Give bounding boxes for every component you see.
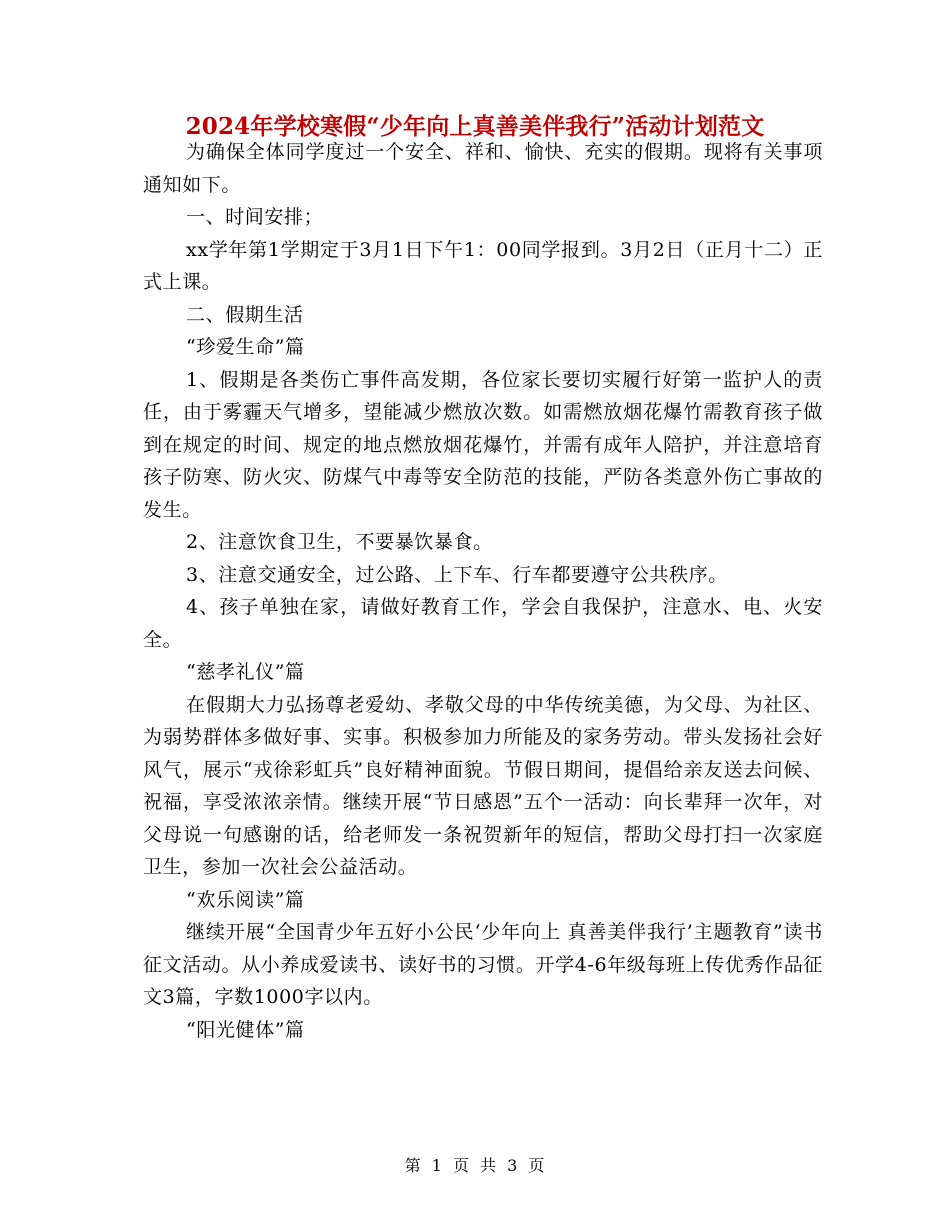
paragraph-safety-1: 1、假期是各类伤亡事件高发期，各位家长要切实履行好第一监护人的责任，由于雾霾天气增多，望能减少燃放次数。如需燃放烟花爆竹需教育孩子做到在规定的时间、规定的地点燃放烟花爆竹，并需有成年人陪护，并注意培育孩子防寒、防火灾、防煤气中毒等安全防范的技能，严防各类意外伤亡事故的发生。 — [143, 368, 823, 521]
paragraph-safety-3: 3、注意交通安全，过公路、上下车、行车都要遵守公共秩序。 — [186, 563, 728, 586]
section-title-cherish-life: “珍爱生命”篇 — [186, 336, 305, 358]
paragraph-happy-reading: 继续开展“全国青少年五好小公民‘少年向上 真善美伴我行’主题教育”读书征文活动。从小养成爱读书、读好书的习惯。开学4-6年级每班上传优秀作品征文3篇，字数1000字以内。 — [143, 921, 823, 1008]
document-title: 2024年学校寒假“少年向上真善美伴我行”活动计划范文 — [185, 113, 765, 140]
paragraph-schedule: xx学年第1学期定于3月1日下午1：00同学报到。3月2日（正月十二）正式上课。 — [143, 238, 823, 293]
paragraph-intro: 为确保全体同学度过一个安全、祥和、愉快、充实的假期。现将有关事项通知如下。 — [143, 141, 823, 196]
section-title-happy-reading: “欢乐阅读”篇 — [186, 888, 305, 911]
paragraph-filial-etiquette: 在假期大力弘扬尊老爱幼、孝敬父母的中华传统美德，为父母、为社区、为弱势群体多做好事、实事。积极参加力所能及的家务劳动。带头发扬社会好风气，展示“戎徐彩虹兵”良好精神面貌。节假日期间，提倡给亲友送去问候、祝福，享受浓浓亲情。继续开展“节日感恩”五个一活动：向长辈拜一次年，对父母说一句感谢的话，给老师发一条祝贺新年的短信，帮助父母打扫一次家庭卫生，参加一次社会公益活动。 — [143, 693, 823, 878]
document-body — [143, 136, 823, 1046]
paragraph-safety-4: 4、孩子单独在家，请做好教育工作，学会自我保护，注意水、电、火安全。 — [143, 596, 823, 651]
section-title-filial-etiquette: “慈孝礼仪”篇 — [186, 661, 305, 683]
page-footer: 第 1 页 共 3 页 — [404, 1156, 546, 1175]
heading-holiday-life: 二、假期生活 — [186, 303, 304, 326]
paragraph-safety-2: 2、注意饮食卫生，不要暴饮暴食。 — [186, 531, 493, 553]
heading-schedule: 一、时间安排； — [186, 206, 324, 228]
section-title-sunshine-fitness: “阳光健体”篇 — [186, 1018, 305, 1041]
